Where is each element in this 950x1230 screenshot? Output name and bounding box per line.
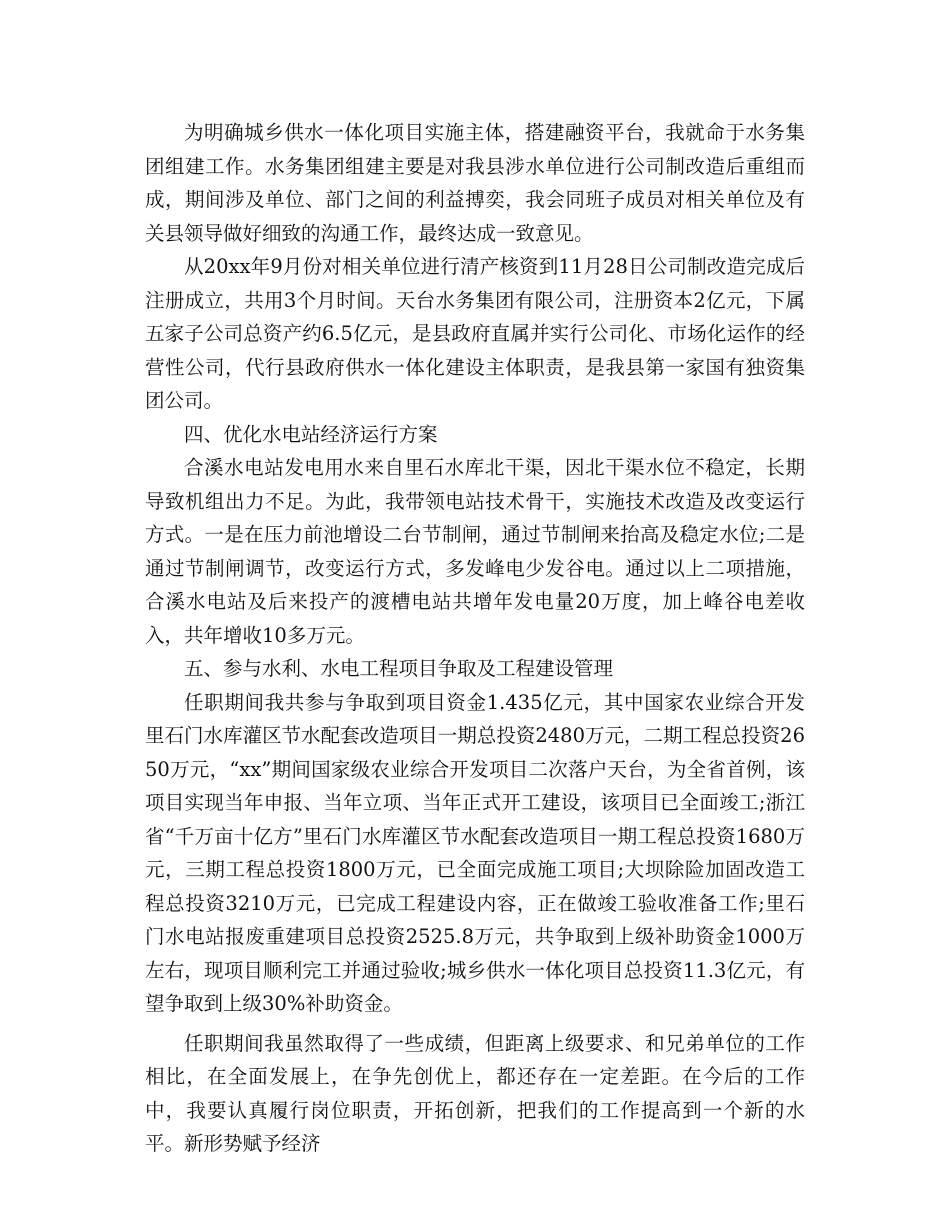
paragraph-hydropower-optimization: 合溪水电站发电用水来自里石水库北干渠，因北干渠水位不稳定，长期导致机组出力不足。为此，我带领电站技术骨干，实施技术改造及改变运行方式。一是在压力前池增设二台节制闸，通过节制闸来抬高及稳定水位;二是通过节制闸调节，改变运行方式，多发峰电少发谷电。通过以上二项措施，合溪水电站及后来投产的渡槽电站共增年发电量20万度，加上峰谷电差收入，共年增收10多万元。 (145, 456, 805, 647)
section-heading-5: 五、参与水利、水电工程项目争取及工程建设管理 (184, 657, 614, 680)
paragraph-company-registration: 从20xx年9月份对相关单位进行清产核资到11月28日公司制改造完成后注册成立，共用3个月时间。天台水务集团有限公司，注册资本2亿元，下属五家子公司总资产约6.5亿元，是县政府直属并实行公司化、市场化运作的经营性公司，代行县政府供水一体化建设主体职责，是我县第一家国有独资集团公司。 (145, 255, 805, 412)
paragraph-future-work: 任职期间我虽然取得了一些成绩，但距离上级要求、和兄弟单位的工作相比，在全面发展上，在争先创优上，都还存在一定差距。在今后的工作中，我要认真履行岗位职责，开拓创新，把我们的工作提高到一个新的水平。新形势赋予经济 (145, 1031, 805, 1155)
paragraph-project-funding: 任职期间我共参与争取到项目资金1.435亿元，其中国家农业综合开发里石门水库灌区节水配套改造项目一期总投资2480万元，二期工程总投资2650万元，“xx”期间国家级农业综合开发项目二次落户天台，为全省首例，该项目实现当年申报、当年立项、当年正式开工建设，该项目已全面竣工;浙江省“千万亩十亿方”里石门水库灌区节水配套改造项目一期工程总投资1680万元，三期工程总投资1800万元，已全面完成施工项目;大坝除险加固改造工程总投资3210万元，已完成工程建设内容，正在做竣工验收准备工作;里石门水电站报废重建项目总投资2525.8万元，共争取到上级补助资金1000万左右，现项目顺利完工并通过验收;城乡供水一体化项目总投资11.3亿元，有望争取到上级30%补助资金。 (145, 690, 805, 1015)
paragraph-water-group-setup: 为明确城乡供水一体化项目实施主体，搭建融资平台，我就命于水务集团组建工作。水务集团组建主要是对我县涉水单位进行公司制改造后重组而成，期间涉及单位、部门之间的利益搏奕，我会同班子成员对相关单位及有关县领导做好细致的沟通工作，最终达成一致意见。 (145, 121, 805, 245)
document-body (145, 116, 805, 1161)
section-heading-4: 四、优化水电站经济运行方案 (184, 422, 438, 446)
